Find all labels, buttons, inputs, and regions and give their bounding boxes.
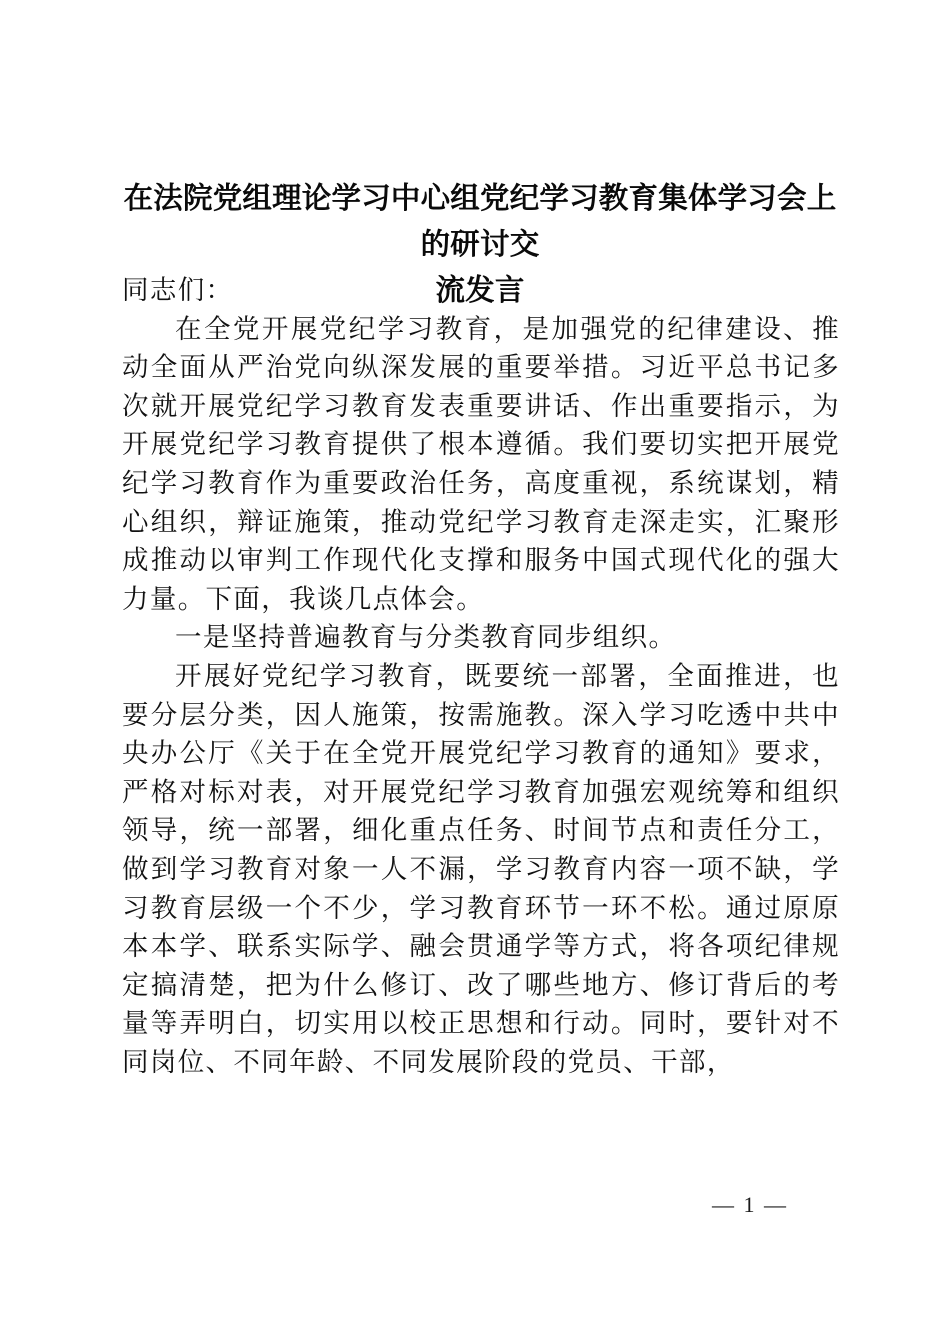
body-paragraph-1: 在全党开展党纪学习教育，是加强党的纪律建设、推动全面从严治党向纵深发展的重要举措。习近平总书记多次就开展党纪学习教育发表重要讲话、作出重要指示，为开展党纪学习教育提供了根本遵循。我们要切实把开展党纪学习教育作为重要政治任务，高度重视，系统谋划，精心组织，辩证施策，推动党纪学习教育走深走实，汇聚形成推动以审判工作现代化支撑和服务中国式现代化的强大力量。下面，我谈几点体会。 [122, 313, 840, 615]
page-footer [0, 1192, 950, 1218]
page-number: — 1 — [712, 1192, 788, 1217]
salutation-paragraph: 同志们： [122, 275, 234, 306]
body-paragraph-3: 开展好党纪学习教育，既要统一部署，全面推进，也要分层分类，因人施策，按需施教。深入学习吃透中共中央办公厅《关于在全党开展党纪学习教育的通知》要求，严格对标对表，对开展党纪学习教育加强宏观统筹和组织领导，统一部署，细化重点任务、时间节点和责任分工，做到学习教育对象一人不漏，学习教育内容一项不缺，学习教育层级一个不少，学习教育环节一环不松。通过原原本本学、联系实际学、融会贯通学等方式，将各项纪律规定搞清楚，把为什么修订、改了哪些地方、修订背后的考量等弄明白，切实用以校正思想和行动。同时，要针对不同岗位、不同年龄、不同发展阶段的党员、干部， [122, 660, 840, 1078]
document-title-line-2: 流发言 [435, 275, 525, 307]
document-title-line-1: 在法院党组理论学习中心组党纪学习教育集体学习会上的研讨交 [123, 183, 837, 261]
body-paragraph-2: 一是坚持普遍教育与分类教育同步组织。 [175, 622, 677, 654]
document-body [122, 272, 840, 1082]
